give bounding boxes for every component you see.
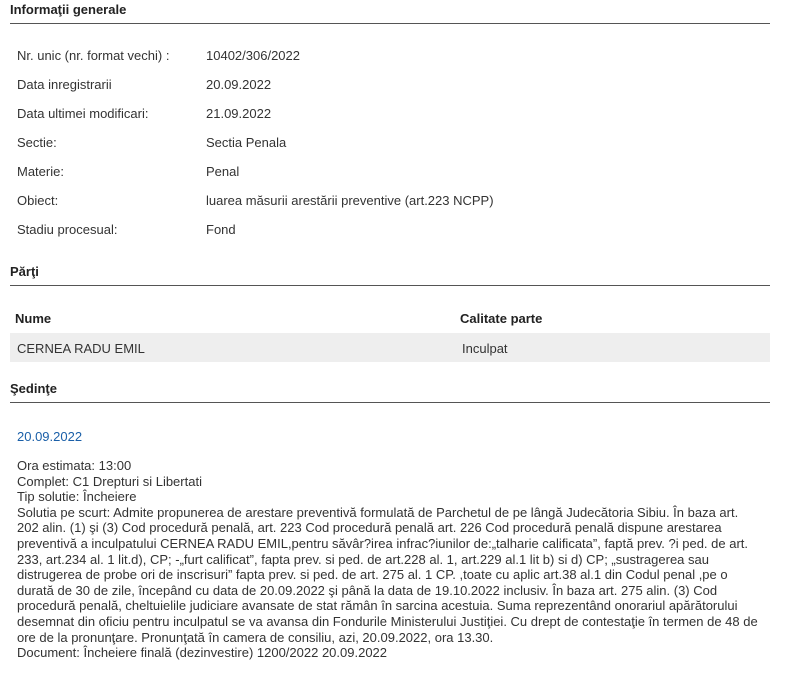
hearing-date-link[interactable]: 20.09.2022 [17,429,83,444]
party-name: CERNEA RADU EMIL [17,341,145,356]
info-value: luarea măsurii arestării preventive (art.223 NCPP) [206,193,494,208]
hearing-time: Ora estimata: 13:00 [17,458,132,473]
info-value: 21.09.2022 [206,106,272,121]
info-label: Materie: [17,164,64,179]
hearing-panel: Complet: C1 Drepturi si Libertati [17,473,202,489]
hearing-document: Document: Încheiere finală (dezinvestire) 1200/2022 20.09.2022 [17,645,388,661]
info-label: Data ultimei modificari: [17,106,149,121]
column-header-calitate: Calitate parte [460,311,543,326]
column-header-nume: Nume [15,311,52,326]
info-value: Penal [206,164,240,179]
info-value: Fond [206,222,236,237]
sedinte-section-title: Şedinţe [10,381,770,403]
info-label: Nr. unic (nr. format vechi) : [17,48,170,63]
info-value: 10402/306/2022 [206,48,300,63]
hearing-details [17,458,762,661]
info-label: Stadiu procesual: [17,222,118,237]
info-label: Sectie: [17,135,57,150]
party-role: Inculpat [462,341,508,356]
info-value: 20.09.2022 [206,77,272,92]
info-label: Data inregistrarii [17,77,112,92]
info-value: Sectia Penala [206,135,287,150]
solution-type: Tip solutie: Încheiere [17,489,137,505]
parti-section-title: Părţi [10,264,770,286]
solution-summary: Solutia pe scurt: Admite propunerea de arestare preventivă formulată de Parchetul de pe lângă Judecătoria Sibiu. În baza art. 202 alin. (1) şi (3) Cod procedură penală, art. 223 Cod procedură penală art. 226 Cod procedură penală dispune arestarea preventivă a inculpatului CERNEA RADU EMIL,pentru săvâr?irea infrac?iunilor de:„talharie calificata”, faptă prev. ?i ped. de art. 233, art.234 al. 1 lit.d), CP; -„furt calificat”, fapta prev. si ped. de art.228 al. 1, art.229 al.1 lit b) si d) CP; „sustragerea sau distrugerea de probe ori de inscrisuri” fapta prev. si ped. de art. 275 al. 1 CP. ,toate cu aplic art.38 al.1 din Codul penal ,pe o durată de 30 de zile, începând cu data de 20.09.2022 şi până la data de 19.10.2022 inclusiv. În baza art. 275 alin. (3) Cod procedură penală, cheltuielile judiciare avansate de stat rămân în sarcina acestuia. Suma reprezentând onorariul apărătorului desemnat din oficiu pentru inculpatul se va avansa din Fondurile Ministerului Justiţiei. Cu drept de contestaţie în termen de 48 de ore de la pronunţare. Pronunţată în camera de consiliu, azi, 20.09.2022, ora 13.30. [17,504,758,645]
general-section-title: Informaţii generale [10,2,770,24]
info-label: Obiect: [17,193,59,208]
